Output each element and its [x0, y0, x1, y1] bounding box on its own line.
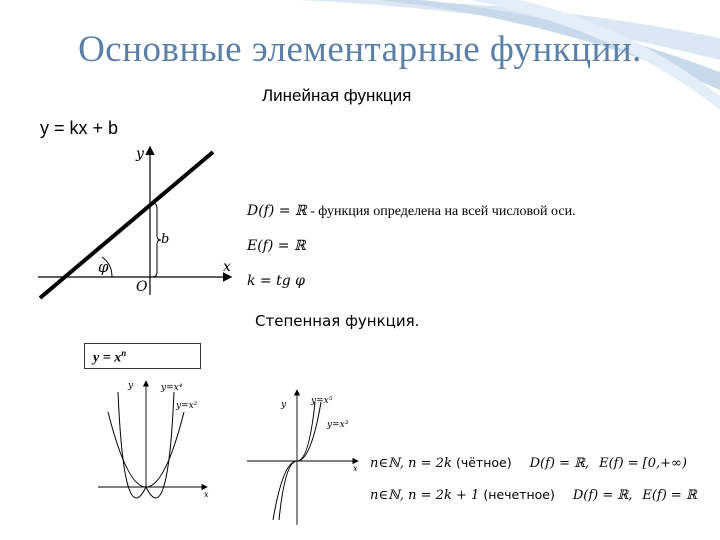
- linear-line: [40, 152, 213, 298]
- linear-function-graph: [30, 140, 245, 300]
- slope-row: [247, 273, 576, 308]
- domain-formula: D(f) = ℝ: [247, 203, 307, 219]
- linear-equation: y = kx + b: [40, 118, 119, 138]
- origin-label: O: [136, 279, 148, 295]
- power-cases: [370, 455, 697, 519]
- x-axis-label: x: [223, 259, 231, 275]
- boxed-equation-base: y = x: [93, 350, 122, 366]
- page-title: Основные элементарные функции.: [78, 29, 642, 70]
- even-curve1-label: y=x⁴: [161, 383, 183, 393]
- even-y-label: y: [128, 381, 134, 391]
- domain-row: [247, 203, 576, 238]
- boxed-equation-exponent: n: [121, 348, 127, 358]
- odd-curve1-label: y=x⁵: [311, 396, 333, 406]
- odd-x-label: x: [353, 464, 358, 473]
- odd-power-graph: [245, 385, 370, 535]
- odd-condition: n∈ℕ, n = 2k + 1: [370, 488, 480, 503]
- even-condition: n∈ℕ, n = 2k: [370, 456, 452, 471]
- y-axis-label: y: [136, 146, 144, 162]
- even-domain: D(f) = ℝ,: [529, 456, 590, 471]
- even-case-row: [370, 455, 697, 487]
- odd-domain: D(f) = ℝ,: [572, 488, 633, 503]
- b-brace: [152, 203, 161, 277]
- phi-label: φ: [98, 258, 109, 276]
- even-range: E(f) = [0,+∞): [599, 456, 687, 471]
- power-boxed-equation: [84, 343, 201, 369]
- even-note: (чётное): [455, 455, 512, 470]
- odd-case-row: [370, 487, 697, 519]
- domain-text: - функция определена на всей числовой оси.: [306, 204, 576, 219]
- power-function-heading: Степенная функция.: [255, 312, 420, 330]
- odd-y-label: y: [281, 400, 287, 410]
- b-label: b: [161, 232, 170, 247]
- range-row: [247, 238, 576, 273]
- odd-note: (нечетное): [483, 487, 555, 502]
- linear-properties: [247, 203, 576, 308]
- odd-curve2-label: y=x³: [327, 420, 349, 430]
- even-curve2-label: y=x²: [176, 401, 198, 411]
- even-x-label: x: [204, 490, 209, 499]
- even-power-graph: [88, 372, 223, 532]
- linear-function-heading: Линейная функция: [262, 86, 412, 105]
- slope-formula: k = tg φ: [247, 273, 305, 289]
- odd-range: E(f) = ℝ: [642, 488, 697, 503]
- range-formula: E(f) = ℝ: [247, 238, 306, 254]
